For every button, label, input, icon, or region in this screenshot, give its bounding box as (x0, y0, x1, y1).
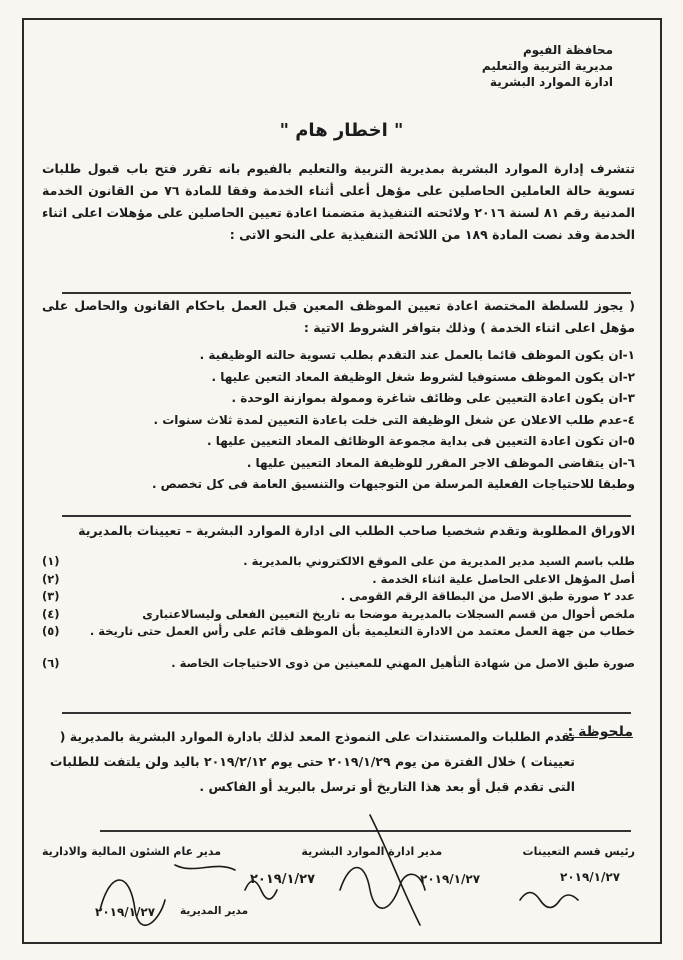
handwritten-date: ٢٠١٩/١/٢٧ (250, 872, 316, 887)
directorate-name: مديرية التربية والتعليم (481, 59, 613, 73)
document-item (42, 588, 635, 606)
handwritten-date: ٢٠١٩/١/٢٧ (95, 905, 156, 919)
note-text: تقدم الطلبات والمستندات على النموذج المعد لذلك بادارة الموارد البشرية بالمديرية ( تعيينات ) خلال الفترة من يوم ٢٠١٩/١/٢٩ حتى يوم ٢٠١٩/٢/١٢ باليد ولن يلتفت للطلبات التى تقدم قبل أو بعد هذا التاريخ أو ترسل بالبريد أو الفاكس . (49, 729, 575, 794)
notice-title: " اخطار هام " (279, 120, 404, 141)
department-name: ادارة الموارد البشرية (489, 75, 613, 89)
signature-title-directorate-head: مدير المديرية (180, 905, 249, 917)
document-item (42, 655, 635, 673)
document-text: ملخص أحوال من قسم السجلات بالمديرية موضحا به تاريخ التعيين الفعلى وليسالاعتبارى (142, 606, 635, 621)
document-text: صورة طبق الاصل من شهادة التأهيل المهني للمعينين من ذوى الاحتياجات الخاصة . (171, 655, 635, 670)
condition-item: ١-ان يكون الموظف قائما بالعمل عند التقدم بطلب تسوية حالته الوظيفية . (199, 348, 635, 362)
document-text: أصل المؤهل الاعلى الحاصل علية اثناء الخدمة . (372, 571, 635, 586)
note-label: ملحوظة : (567, 724, 633, 740)
document-text: عدد ٢ صورة طبق الاصل من البطاقة الرقم القومى . (340, 589, 635, 603)
signature-title-hr-director: مدير ادارة الموارد البشرية (301, 845, 443, 858)
documents-heading: الاوراق المطلوبة وتقدم شخصيا صاحب الطلب الى ادارة الموارد البشرية – تعيينات بالمديرية (78, 523, 635, 538)
letterhead (482, 42, 613, 90)
document-number: (٦) (42, 655, 60, 670)
handwritten-date: ٢٠١٩/١/٢٧ (560, 870, 621, 884)
document-item (42, 606, 635, 624)
document-number: (٥) (42, 624, 60, 638)
document-number: (٣) (42, 589, 60, 603)
governorate-name: محافظة الفيوم (522, 43, 613, 57)
condition-item: ٥-ان تكون اعادة التعيين فى بداية مجموعة الوظائف المعاد التعيين عليها . (207, 434, 635, 448)
document-item (42, 553, 635, 571)
divider (62, 515, 631, 517)
document-text: خطاب من جهة العمل معتمد من الادارة التعليمية بأن الموظف قائم على رأس العمل حتى تاريخة . (89, 624, 635, 638)
condition-item: ٣-ان يكون اعادة التعيين على وظائف شاغرة وممولة بموازنة الوحدة . (231, 391, 635, 405)
conditions-list (42, 345, 635, 496)
handwritten-date: ٢٠١٩/١/٢٧ (420, 872, 481, 886)
document-item (42, 623, 635, 641)
divider (62, 712, 631, 714)
condition-item: ٢-ان يكون الموظف مستوفيا لشروط شغل الوظيفة المعاد التعين عليها . (211, 369, 635, 384)
signature-title-hiring-head: رئيس قسم التعيينات (522, 845, 635, 858)
document-item (42, 571, 635, 589)
condition-item: ٤-عدم طلب الاعلان عن شغل الوظيفة التى خلت باعادة التعيين لمدة ثلاث سنوات . (153, 412, 635, 427)
document-number: (١) (42, 554, 60, 568)
document-text: طلب باسم السيد مدير المديرية من على الموقع الالكتروني بالمديرية . (243, 554, 635, 568)
document-number: (٢) (42, 571, 60, 586)
condition-item: ٦-ان يتقاضى الموظف الاجر المقرر للوظيفة المعاد التعيين عليها . (246, 455, 635, 470)
signature-title-finance-director: مدير عام الشئون المالية والادارية (42, 845, 222, 858)
document-number: (٤) (42, 606, 60, 621)
intro-paragraph: تتشرف إدارة الموارد البشرية بمديرية التربية والتعليم بالفيوم بانه تقرر فتح باب قبول طلبات تسوية حالة العاملين الحاصلين على مؤهل أعلى أثناء الخدمة وفقا للمادة ٧٦ من القانون الخدمة المدنية رقم ٨١ لسنة ٢٠١٦ ولائحته التنفيذية متضمنا اعادة تعيين الحاصلين على مؤهلات اعلى اثناء الخدمة وقد نصت المادة ١٨٩ من اللائحة التنفيذية على النحو الاتى : (42, 161, 635, 242)
divider (62, 292, 631, 294)
quoted-article: ( يجوز للسلطة المختصة اعادة تعيين الموظف المعين قبل العمل باحكام القانون والحاصل على مؤهل اعلى اثناء الخدمة ) وذلك بتوافر الشروط الاتية : (42, 298, 635, 335)
documents-list (42, 553, 635, 672)
condition-item: وطبقا للاحتياجات الفعلية المرسلة من التوجيهات والتنسيق العامة فى كل تخصص . (151, 477, 635, 491)
